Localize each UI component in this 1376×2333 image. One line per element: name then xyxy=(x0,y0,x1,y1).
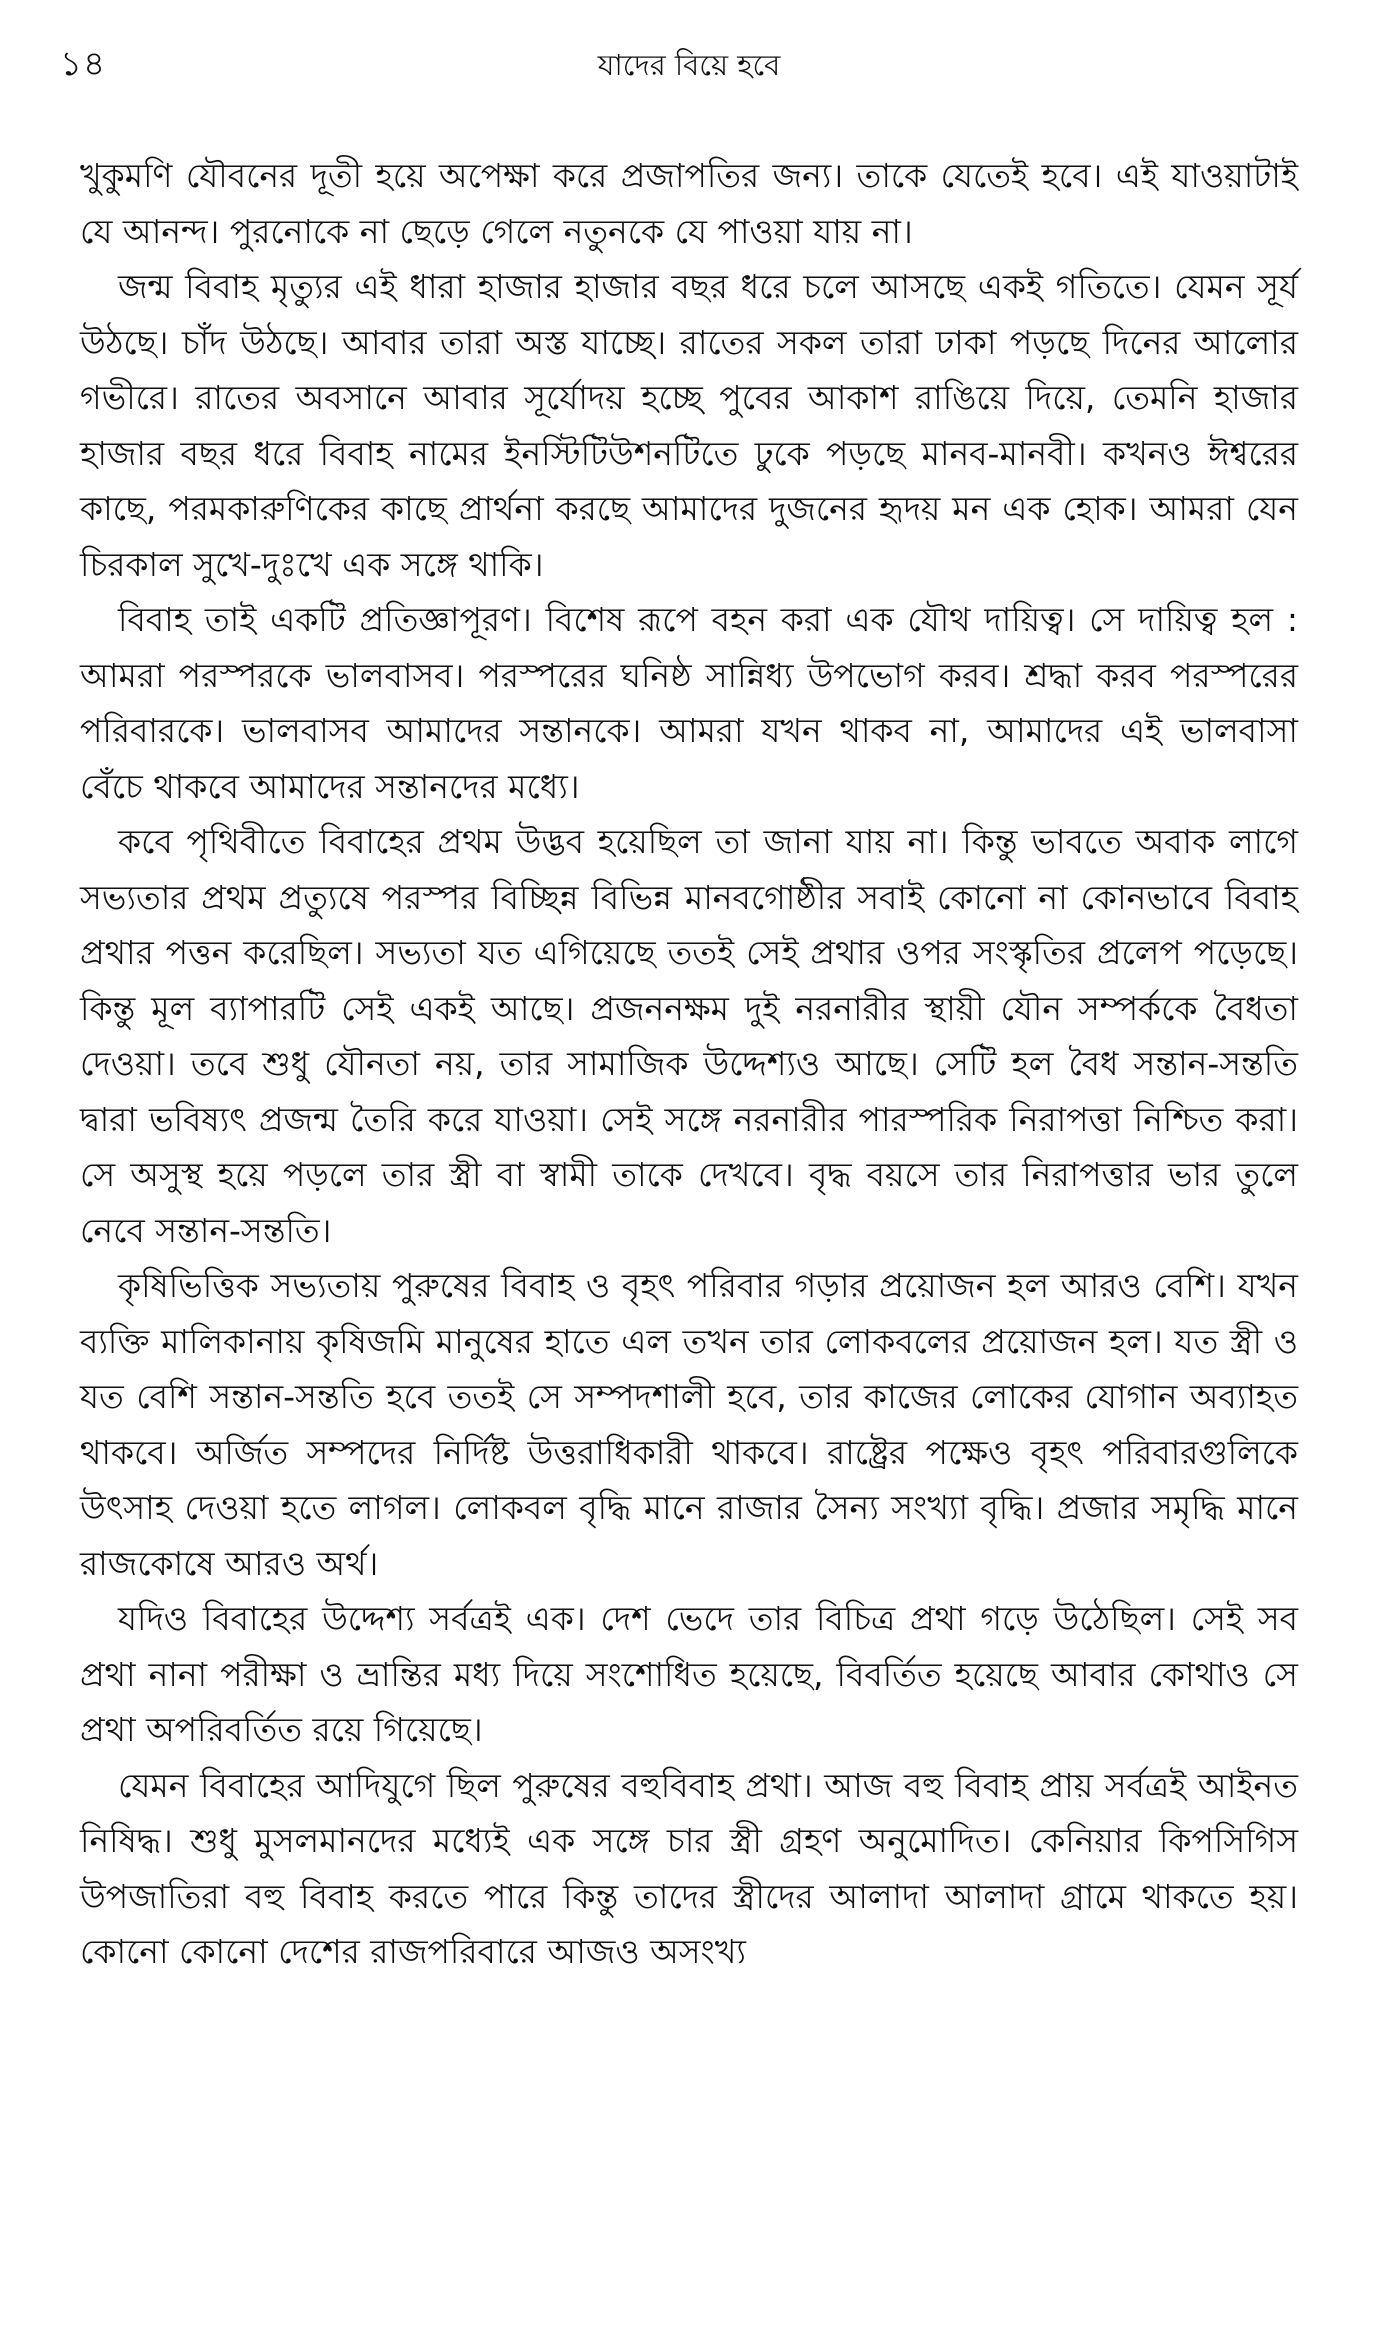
paragraph: জন্ম বিবাহ মৃত্যুর এই ধারা হাজার হাজার বছর ধরে চলে আসছে একই গতিতে। যেমন সূর্য উঠছে। চাঁদ উঠছে। আবার তারা অস্ত যাচ্ছে। রাতের সকল তারা ঢাকা পড়ছে দিনের আলোর গভীরে। রাতের অবসানে আবার সূর্যোদয় হচ্ছে পুবের আকাশ রাঙিয়ে দিয়ে, তেমনি হাজার হাজার বছর ধরে বিবাহ নামের ইনস্টিটিউশনটিতে ঢুকে পড়ছে মানব-মানবী। কখনও ঈশ্বরের কাছে, পরমকারুণিকের কাছে প্রার্থনা করছে আমাদের দুজনের হৃদয় মন এক হোক। আমরা যেন চিরকাল সুখে-দুঃখে এক সঙ্গে থাকি। xyxy=(80,267,1298,584)
page-number: ১৪ xyxy=(60,44,107,84)
paragraph: যেমন বিবাহের আদিযুগে ছিল পুরুষের বহুবিবাহ প্রথা। আজ বহু বিবাহ প্রায় সর্বত্রই আইনত নিষিদ্ধ। শুধু মুসলমানদের মধ্যেই এক সঙ্গে চার স্ত্রী গ্রহণ অনুমোদিত। কেনিয়ার কিপসিগিস উপজাতিরা বহু বিবাহ করতে পারে কিন্তু তাদের স্ত্রীদের আলাদা আলাদা গ্রামে থাকতে হয়। কোনো কোনো দেশের রাজপরিবারে আজও অসংখ্য xyxy=(80,1765,1298,1971)
paragraph: যদিও বিবাহের উদ্দেশ্য সর্বত্রই এক। দেশ ভেদে তার বিচিত্র প্রথা গড়ে উঠেছিল। সেই সব প্রথা নানা পরীক্ষা ও ভ্রান্তির মধ্য দিয়ে সংশোধিত হয়েছে, বিবর্তিত হয়েছে আবার কোথাও সে প্রথা অপরিবর্তিত রয়ে গিয়েছে। xyxy=(80,1599,1298,1749)
paragraph: কৃষিভিত্তিক সভ্যতায় পুরুষের বিবাহ ও বৃহৎ পরিবার গড়ার প্রয়োজন হল আরও বেশি। যখন ব্যক্তি মালিকানায় কৃষিজমি মানুষের হাতে এল তখন তার লোকবলের প্রয়োজন হল। যত স্ত্রী ও যত বেশি সন্তান-সন্ততি হবে ততই সে সম্পদশালী হবে, তার কাজের লোকের যোগান অব্যাহত থাকবে। অর্জিত সম্পদের নির্দিষ্ট উত্তরাধিকারী থাকবে। রাষ্ট্রের পক্ষেও বৃহৎ পরিবারগুলিকে উৎসাহ দেওয়া হতে লাগল। লোকবল বৃদ্ধি মানে রাজার সৈন্য সংখ্যা বৃদ্ধি। প্রজার সমৃদ্ধি মানে রাজকোষে আরও অর্থ। xyxy=(80,1266,1298,1583)
body-text xyxy=(80,148,1298,1980)
paragraph: কবে পৃথিবীতে বিবাহের প্রথম উদ্ভব হয়েছিল তা জানা যায় না। কিন্তু ভাবতে অবাক লাগে সভ্যতার প্রথম প্রত্যুষে পরস্পর বিচ্ছিন্ন বিভিন্ন মানবগোষ্ঠীর সবাই কোনো না কোনভাবে বিবাহ প্রথার পত্তন করেছিল। সভ্যতা যত এগিয়েছে ততই সেই প্রথার ওপর সংস্কৃতির প্রলেপ পড়েছে। কিন্তু মূল ব্যাপারটি সেই একই আছে। প্রজননক্ষম দুই নরনারীর স্থায়ী যৌন সম্পর্ককে বৈধতা দেওয়া। তবে শুধু যৌনতা নয়, তার সামাজিক উদ্দেশ্যও আছে। সেটি হল বৈধ সন্তান-সন্ততি দ্বারা ভবিষ্যৎ প্রজন্ম তৈরি করে যাওয়া। সেই সঙ্গে নরনারীর পারস্পরিক নিরাপত্তা নিশ্চিত করা। সে অসুস্থ হয়ে পড়লে তার স্ত্রী বা স্বামী তাকে দেখবে। বৃদ্ধ বয়সে তার নিরাপত্তার ভার তুলে নেবে সন্তান-সন্ততি। xyxy=(80,822,1298,1250)
running-title: যাদের বিয়ে হবে xyxy=(597,48,781,82)
paragraph: খুকুমণি যৌবনের দূতী হয়ে অপেক্ষা করে প্রজাপতির জন্য। তাকে যেতেই হবে। এই যাওয়াটাই যে আনন্দ। পুরনোকে না ছেড়ে গেলে নতুনকে যে পাওয়া যায় না। xyxy=(80,156,1298,251)
page-header xyxy=(60,38,1298,100)
paragraph: বিবাহ তাই একটি প্রতিজ্ঞাপূরণ। বিশেষ রূপে বহন করা এক যৌথ দায়িত্ব। সে দায়িত্ব হল : আমরা পরস্পরকে ভালবাসব। পরস্পরের ঘনিষ্ঠ সান্নিধ্য উপভোগ করব। শ্রদ্ধা করব পরস্পরের পরিবারকে। ভালবাসব আমাদের সন্তানকে। আমরা যখন থাকব না, আমাদের এই ভালবাসা বেঁচে থাকবে আমাদের সন্তানদের মধ্যে। xyxy=(80,600,1298,806)
